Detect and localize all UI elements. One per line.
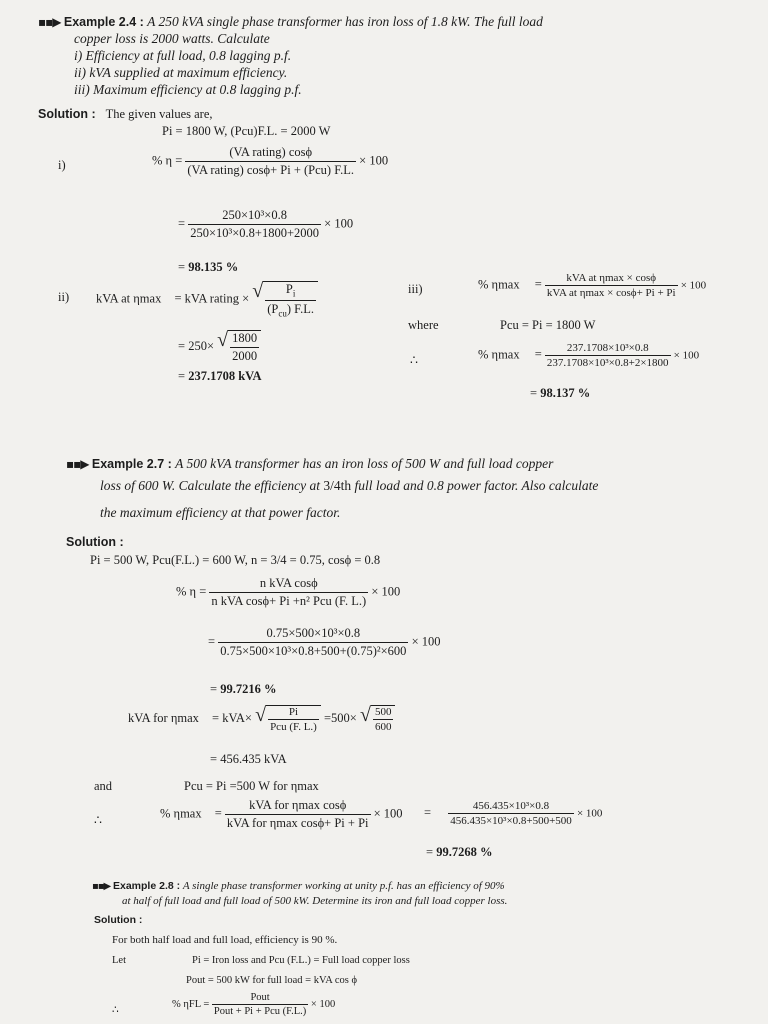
example-2-8-heading: ▪▪▶ Example 2.8 : A single phase transformer working at unity p.f. has an efficiency of 90%	[92, 880, 505, 892]
kva-max-formula: kVA at ηmax = kVA rating × √ $\frac{P_i}{(P_{cu}) F.L.}$	[96, 281, 318, 318]
arrow-icon: ▪▪▶	[92, 881, 111, 892]
let-label: Let	[112, 955, 126, 966]
solution-heading-2-8: Solution :	[94, 914, 143, 926]
pout-definition: Pout = 500 kW for full load = kVA cos ϕ	[186, 975, 357, 986]
result-efficiency: = 98.135 %	[178, 260, 239, 274]
example-2-4-text: copper loss is 2000 watts. Calculate	[74, 31, 270, 46]
efficiency-substitution: = $\frac{\text{250×10³×0.8}}{\text{250×10³×0.8+1800+2000}}$ × 100	[178, 208, 354, 240]
given-values-2-7: Pi = 500 W, Pcu(F.L.) = 600 W, n = 3/4 = 0.75, cosϕ = 0.8	[90, 553, 381, 567]
solution-heading: Solution : The given values are,	[38, 107, 213, 121]
efficiency-statement: For both half load and full load, efficiency is 90 %.	[112, 934, 338, 946]
example-2-4-item-3: iii) Maximum efficiency at 0.8 lagging p.f.	[74, 82, 302, 97]
kva-substitution: = 250× √ $\frac{1800}{2000}$	[178, 330, 261, 364]
result-max-efficiency: = 98.137 %	[530, 386, 591, 400]
efficiency-formula-2-7: % η = $\frac{\text{n kVA cosϕ}}{\text{n kVA cosϕ+ Pi +n² Pcu (F. L.)}}$ × 100	[176, 576, 401, 608]
example-2-7-text-2: loss of 600 W. Calculate the efficiency at 3/4th full load and 0.8 power factor. Also calculate	[100, 478, 599, 493]
example-2-4-item-2: ii) kVA supplied at maximum efficiency.	[74, 65, 288, 80]
max-efficiency-substitution-2-7: = $\frac{\text{456.435×10³×0.8}}{\text{456.435×10³×0.8+500+500}}$ × 100	[424, 800, 603, 827]
part-iii-label: iii)	[408, 282, 423, 296]
pcu-equals-pi-2-7: Pcu = Pi =500 W for ηmax	[184, 779, 319, 793]
part-ii-label: ii)	[58, 290, 70, 304]
arrow-icon: ▪▪▶	[38, 15, 61, 29]
max-efficiency-formula-2-7: % ηmax = $\frac{\text{kVA for ηmax cosϕ}}{\text{kVA for ηmax cosϕ+ Pi + Pi}}$ × 100	[160, 798, 403, 830]
result-max-efficiency-2-7: = 99.7268 %	[426, 845, 493, 859]
example-2-7-text-3: the maximum efficiency at that power factor.	[100, 505, 341, 520]
where-label: where	[408, 318, 439, 332]
therefore-symbol-2-7: ∴	[94, 813, 102, 827]
efficiency-formula: % η = $\frac{\text{(VA rating) cosϕ}}{\text{(VA rating) cosϕ+ Pi + (Pcu) F.L.}}$ × 100	[152, 145, 389, 177]
example-2-8-text-2: at half of full load and full load of 500 kW. Determine its iron and full load copper loss.	[122, 895, 508, 907]
result-kva-2-7: = 456.435 kVA	[210, 752, 287, 766]
result-efficiency-2-7: = 99.7216 %	[210, 682, 277, 696]
pi-definition: Pi = Iron loss and Pcu (F.L.) = Full load copper loss	[192, 955, 410, 966]
given-values: Pi = 1800 W, (Pcu)F.L. = 2000 W	[162, 124, 331, 138]
example-2-7-heading: ▪▪▶ Example 2.7 : A 500 kVA transformer has an iron loss of 500 W and full load copper	[66, 456, 554, 471]
therefore-symbol: ∴	[410, 353, 418, 367]
max-efficiency-formula: % ηmax = $\frac{\text{kVA at ηmax × cosϕ}}{\text{kVA at ηmax × cosϕ+ Pi + Pi}}$ × 100	[478, 272, 707, 299]
therefore-symbol-2-8: ∴	[112, 1005, 119, 1016]
arrow-icon: ▪▪▶	[66, 457, 89, 471]
kva-max-formula-2-7: kVA for ηmax = kVA× √ $\frac{Pi}{\text{Pcu (F. L.)}}$ =500× √ $\frac{500}{600}$	[128, 705, 395, 733]
full-load-efficiency-formula: % ηFL = $\frac{\text{Pout}}{\text{Pout + Pi + Pcu (F.L.)}}$ × 100	[172, 992, 336, 1017]
example-2-4-item-1: i) Efficiency at full load, 0.8 lagging p.f.	[74, 48, 292, 63]
part-i-label: i)	[58, 158, 66, 172]
result-kva: = 237.1708 kVA	[178, 369, 262, 383]
efficiency-fraction: $\frac{\text{(VA rating) cosϕ}}{\text{(VA rating) cosϕ+ Pi + (Pcu) F.L.}}$	[187, 145, 355, 177]
solution-heading-2-7: Solution :	[66, 535, 124, 549]
example-2-4-heading: ▪▪▶ Example 2.4 : A 250 kVA single phase transformer has iron loss of 1.8 kW. The full load	[38, 14, 543, 29]
efficiency-substitution-2-7: = $\frac{\text{0.75×500×10³×0.8}}{\text{0.75×500×10³×0.8+500+(0.75)²×600}}$ × 100	[208, 626, 441, 658]
and-label: and	[94, 779, 113, 793]
max-efficiency-substitution: % ηmax = $\frac{\text{237.1708×10³×0.8}}{\text{237.1708×10³×0.8+2×1800}}$ × 100	[478, 342, 700, 369]
pcu-equals-pi: Pcu = Pi = 1800 W	[500, 318, 596, 332]
